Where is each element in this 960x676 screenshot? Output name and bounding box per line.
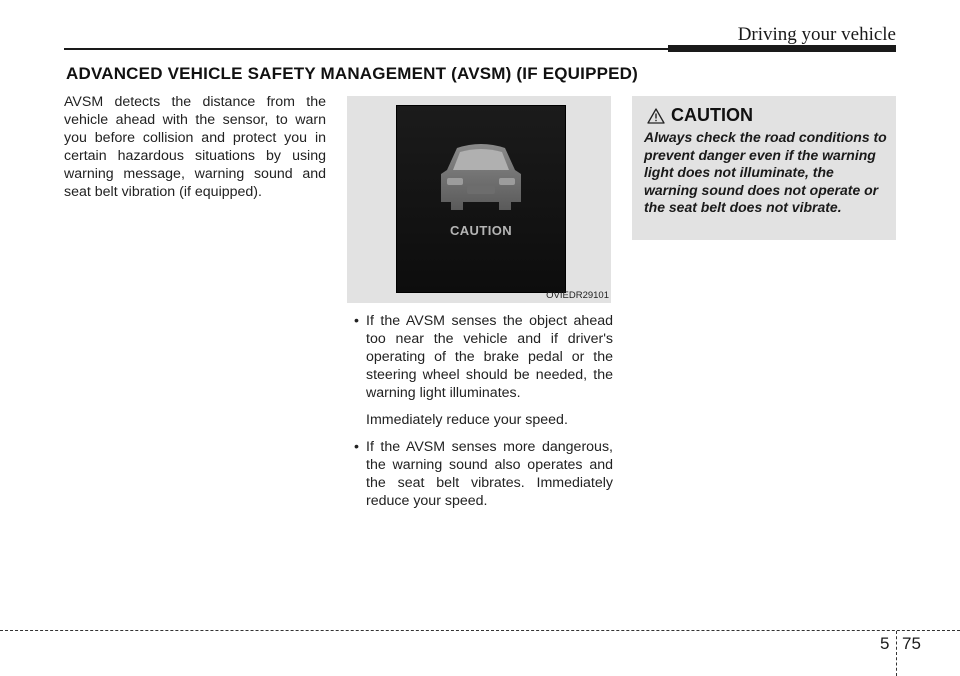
bullet-text: If the AVSM senses the object ahead too near the vehicle and if driver's operating of the brake pedal or the steering wheel should be needed, the warning light illuminates. <box>366 313 613 401</box>
caution-text: Always check the road conditions to prevent danger even if the warning light does not illuminate, the warning sound does not operate or the seat belt does not vibrate. <box>644 129 887 215</box>
footer-dashed-rule <box>0 630 960 631</box>
header-rule <box>64 48 670 50</box>
intro-paragraph: AVSM detects the distance from the vehicle ahead with the sensor, to warn you before collision and protect you in certain hazardous situations by using warning message, warning sound and seat belt vibration (if equipped). <box>64 94 326 200</box>
figure-code: OVIEDR29101 <box>546 290 609 301</box>
list-item <box>354 438 613 510</box>
page-divider <box>896 631 897 676</box>
bullet-text: If the AVSM senses more dangerous, the warning sound also operates and the seat belt vibrates. Immediately reduce your speed. <box>366 439 613 509</box>
page-number: 75 <box>902 634 921 653</box>
chapter-number: 5 <box>880 634 890 653</box>
section-title: Driving your vehicle <box>737 24 896 45</box>
screen-caution-label: CAUTION <box>449 223 513 238</box>
bullet-subtext: Immediately reduce your speed. <box>366 412 568 428</box>
caution-header <box>647 105 753 126</box>
page-heading: ADVANCED VEHICLE SAFETY MANAGEMENT (AVSM) (IF EQUIPPED) <box>66 64 639 83</box>
cluster-display-figure <box>347 96 611 303</box>
car-front-icon <box>435 140 527 214</box>
display-screen <box>396 105 566 293</box>
bullet-list <box>354 312 613 519</box>
caution-title: CAUTION <box>671 105 753 125</box>
list-item <box>354 312 613 429</box>
caution-box <box>632 96 896 240</box>
warning-triangle-icon <box>647 108 665 124</box>
header-bar <box>668 45 896 52</box>
